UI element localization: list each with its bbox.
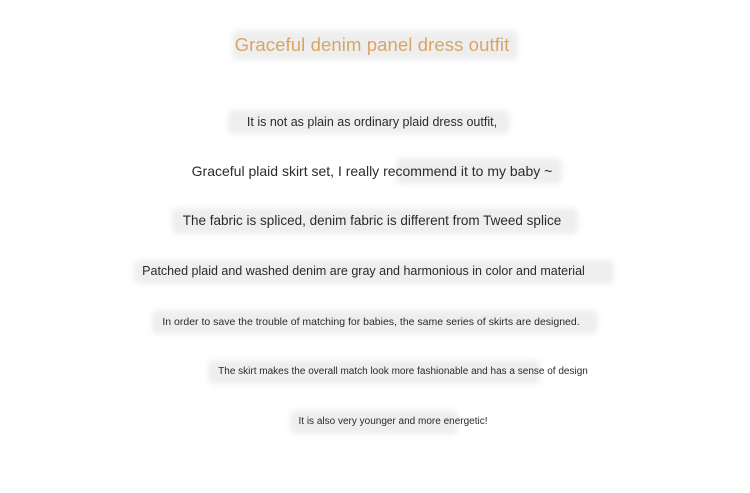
text-line: The skirt makes the overall match look more fashionable and has a sense of design — [218, 366, 588, 377]
text-line: It is not as plain as ordinary plaid dress outfit, — [246, 115, 498, 129]
text-line: The fabric is spliced, denim fabric is different from Tweed splice — [182, 213, 562, 228]
text-line: Graceful plaid skirt set, I really recommend it to my baby ~ — [191, 163, 553, 179]
text-line: Patched plaid and washed denim are gray and harmonious in color and material — [142, 264, 585, 278]
text-line: In order to save the trouble of matching for babies, the same series of skirts are designed. — [162, 316, 580, 328]
text-line: It is also very younger and more energetic! — [298, 416, 488, 427]
page-title: Graceful denim panel dress outfit — [234, 34, 510, 55]
